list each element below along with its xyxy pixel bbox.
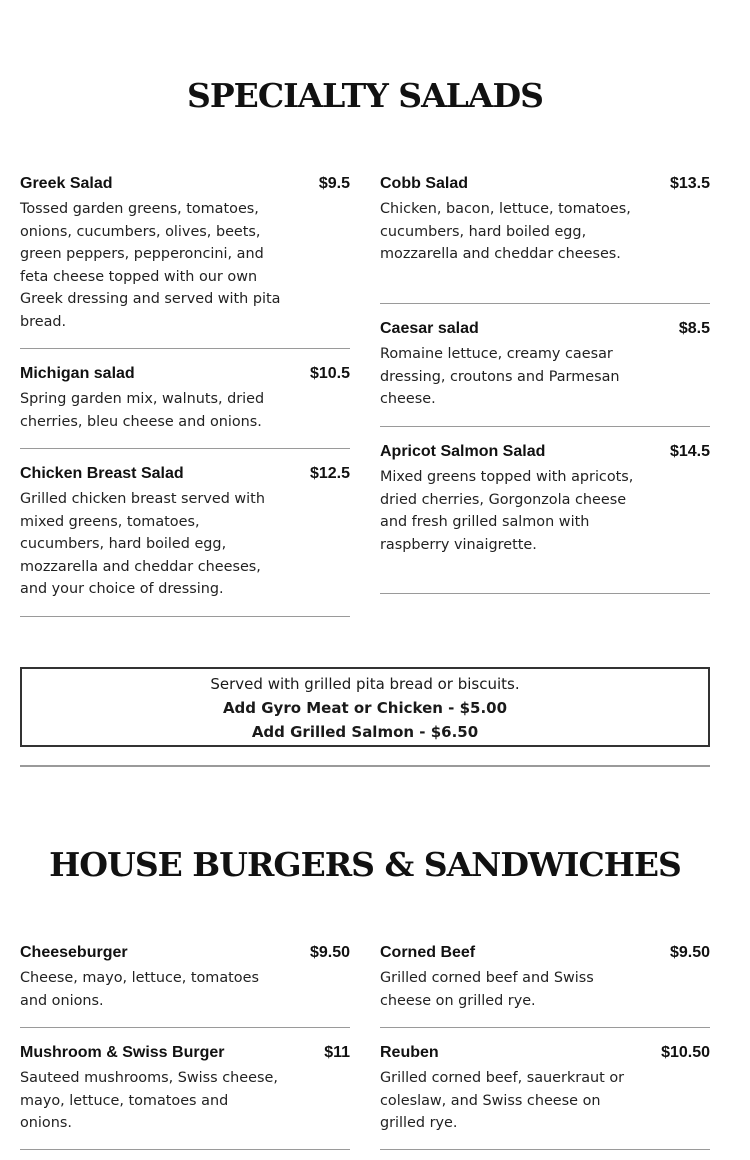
item-name: Apricot Salmon Salad bbox=[380, 443, 546, 460]
item-price: $12.5 bbox=[309, 465, 350, 482]
item-price: $13.5 bbox=[669, 175, 710, 192]
item-name: Corned Beef bbox=[380, 944, 476, 961]
item-description: Tossed garden greens, tomatoes, onions, cucumbers, olives, beets, green peppers, pepperoncini, and feta cheese topped with our own Greek dressing and served with pita bread. bbox=[20, 201, 281, 330]
note-add-gyro-chicken: Add Gyro Meat or Chicken - $5.00 bbox=[222, 699, 508, 717]
item-description: Grilled corned beef, sauerkraut or coleslaw, and Swiss cheese on grilled rye. bbox=[380, 1070, 625, 1132]
item-price: $9.50 bbox=[669, 944, 710, 961]
item-name: Mushroom & Swiss Burger bbox=[20, 1044, 225, 1061]
item-description: Spring garden mix, walnuts, dried cherries, bleu cheese and onions. bbox=[20, 391, 265, 430]
menu-item-reuben bbox=[380, 1044, 710, 1150]
item-price: $10.50 bbox=[661, 1044, 710, 1061]
item-name: Michigan salad bbox=[20, 365, 135, 382]
item-name: Chicken Breast Salad bbox=[20, 465, 184, 482]
item-price: $9.50 bbox=[309, 944, 350, 961]
menu-item-mushroom-swiss-burger bbox=[20, 1044, 350, 1150]
item-name: Cobb Salad bbox=[380, 175, 469, 192]
item-name: Cheeseburger bbox=[20, 944, 128, 961]
menu-item-cheeseburger bbox=[20, 944, 350, 1028]
menu-item-caesar-salad bbox=[380, 320, 710, 427]
menu-item-corned-beef bbox=[380, 944, 710, 1028]
item-description: Romaine lettuce, creamy caesar dressing, croutons and Parmesan cheese. bbox=[380, 346, 620, 408]
note-add-salmon: Add Grilled Salmon - $6.50 bbox=[251, 723, 479, 741]
item-description: Cheese, mayo, lettuce, tomatoes and onions. bbox=[20, 970, 259, 1009]
section-divider bbox=[20, 765, 710, 767]
section-title-salads: SPECIALTY SALADS bbox=[187, 76, 543, 115]
section-title-burgers: HOUSE BURGERS & SANDWICHES bbox=[49, 845, 681, 884]
item-name: Caesar salad bbox=[380, 320, 479, 337]
item-description: Grilled corned beef and Swiss cheese on grilled rye. bbox=[380, 970, 594, 1009]
item-description: Mixed greens topped with apricots, dried cherries, Gorgonzola cheese and fresh grilled salmon with raspberry vinaigrette. bbox=[380, 469, 634, 553]
item-price: $14.5 bbox=[669, 443, 710, 460]
item-description: Chicken, bacon, lettuce, tomatoes, cucumbers, hard boiled egg, mozzarella and cheddar cheeses. bbox=[380, 201, 631, 263]
menu-item-apricot-salmon-salad bbox=[380, 443, 710, 594]
menu-item-michigan-salad bbox=[20, 365, 350, 449]
item-description: Grilled chicken breast served with mixed greens, tomatoes, cucumbers, hard boiled egg, mozzarella and cheddar cheeses, and your choice of dressing. bbox=[20, 491, 265, 598]
note-served-with: Served with grilled pita bread or biscuits. bbox=[210, 675, 520, 693]
item-name: Reuben bbox=[380, 1044, 439, 1061]
menu-item-greek-salad bbox=[20, 175, 350, 349]
item-price: $11 bbox=[324, 1044, 350, 1061]
menu-item-cobb-salad bbox=[380, 175, 710, 304]
item-price: $10.5 bbox=[309, 365, 350, 382]
item-price: $8.5 bbox=[678, 320, 710, 337]
item-name: Greek Salad bbox=[20, 175, 113, 192]
item-description: Sauteed mushrooms, Swiss cheese, mayo, lettuce, tomatoes and onions. bbox=[20, 1070, 278, 1132]
salad-addons-note bbox=[20, 667, 710, 747]
item-price: $9.5 bbox=[318, 175, 350, 192]
menu-item-chicken-breast-salad bbox=[20, 465, 350, 617]
